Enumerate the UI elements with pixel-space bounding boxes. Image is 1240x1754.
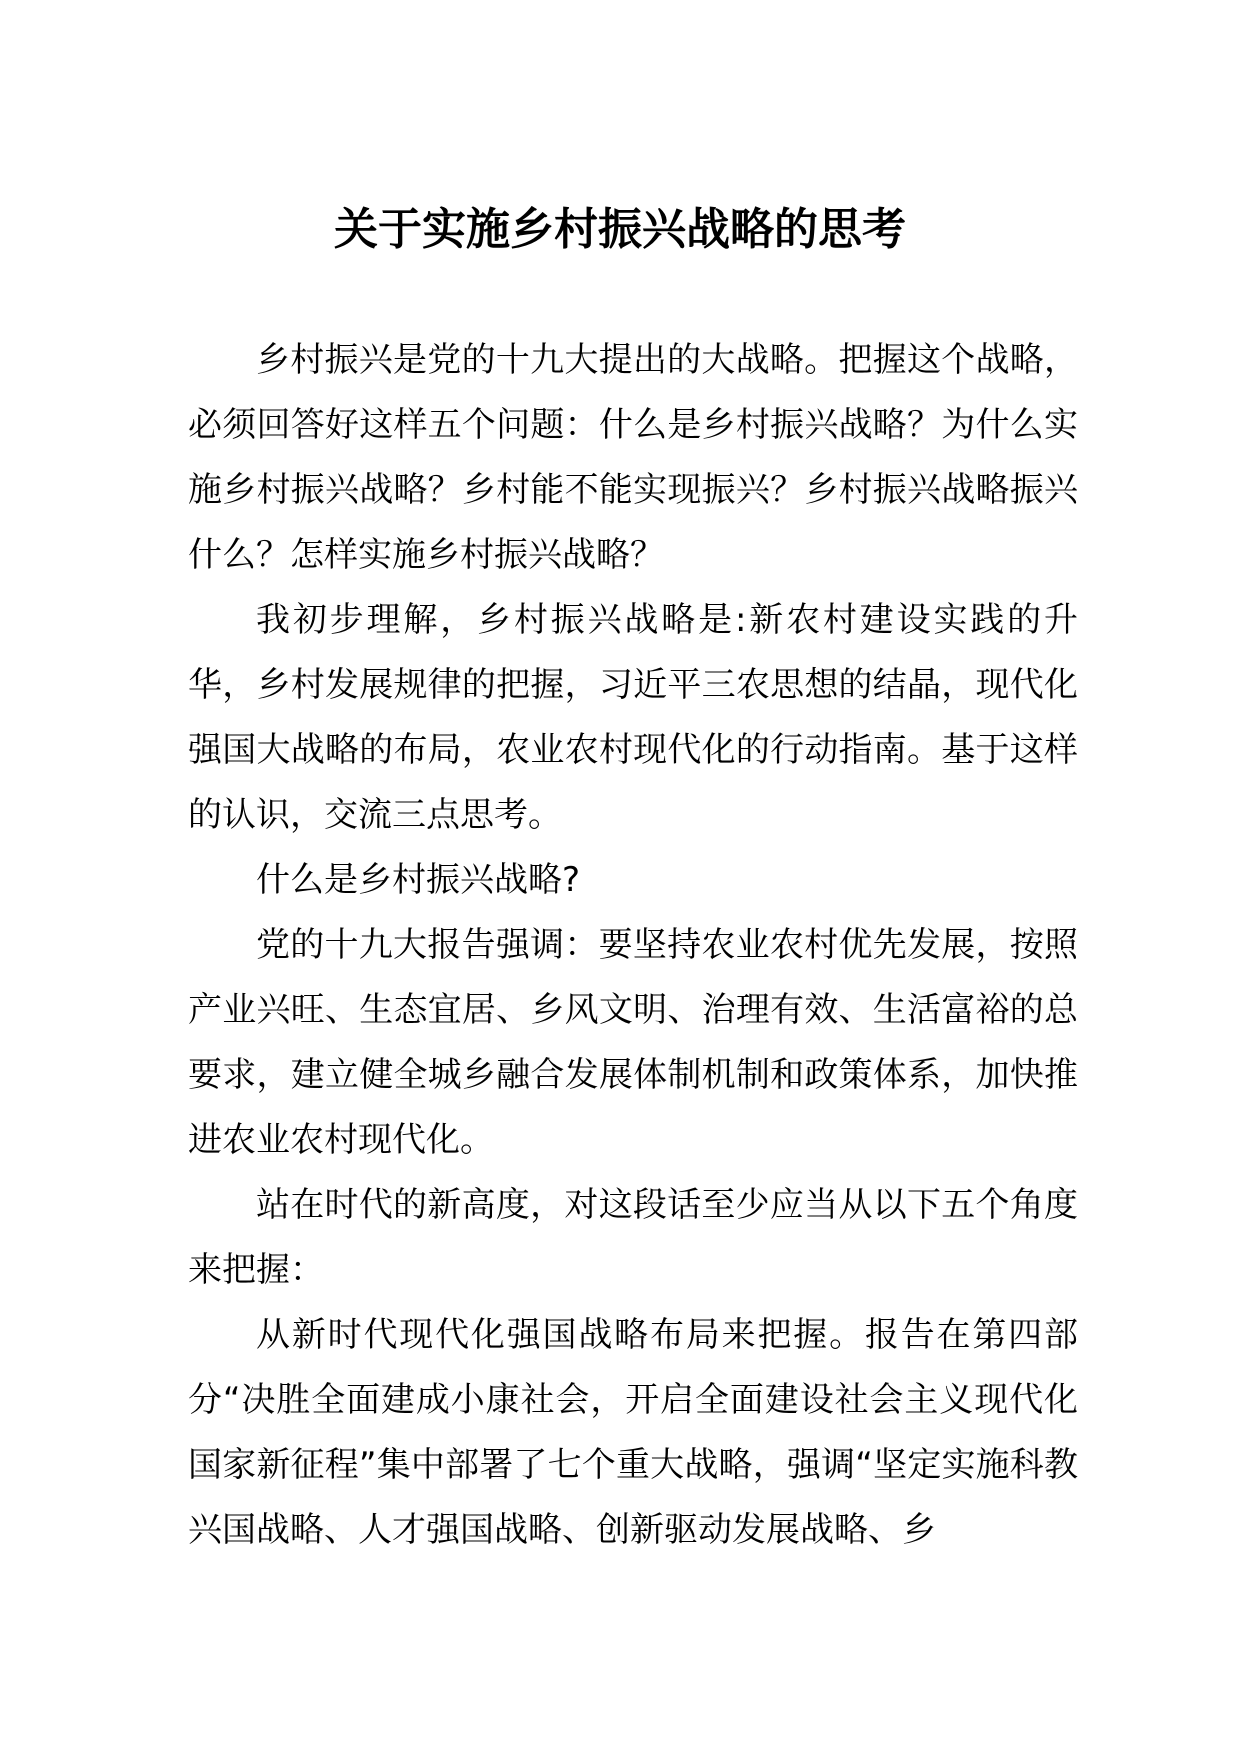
paragraph-understanding: 我初步理解，乡村振兴战略是:新农村建设实践的升华，乡村发展规律的把握，习近平三农思想的结晶，现代化强国大战略的布局，农业农村现代化的行动指南。基于这样的认识，交流三点思考。 [188, 600, 1078, 835]
paragraph-five-angles: 站在时代的新高度，对这段话至少应当从以下五个角度来把握： [188, 1185, 1078, 1290]
document-title: 关于实施乡村振兴战略的思考 [334, 204, 906, 255]
paragraph-strategy-layout: 从新时代现代化强国战略布局来把握。报告在第四部分“决胜全面建成小康社会，开启全面建设社会主义现代化国家新征程”集中部署了七个重大战略，强调“坚定实施科教兴国战略、人才强国战略、创新驱动发展战略、乡 [188, 1315, 1078, 1550]
document-body [188, 328, 1078, 1563]
paragraph-report-quote: 党的十九大报告强调：要坚持农业农村优先发展，按照产业兴旺、生态宜居、乡风文明、治理有效、生活富裕的总要求，建立健全城乡融合发展体制机制和政策体系，加快推进农业农村现代化。 [188, 925, 1078, 1160]
paragraph-intro: 乡村振兴是党的十九大提出的大战略。把握这个战略，必须回答好这样五个问题：什么是乡村振兴战略？为什么实施乡村振兴战略？乡村能不能实现振兴？乡村振兴战略振兴什么？怎样实施乡村振兴战略？ [188, 340, 1078, 575]
paragraph-question-heading: 什么是乡村振兴战略? [256, 860, 581, 900]
